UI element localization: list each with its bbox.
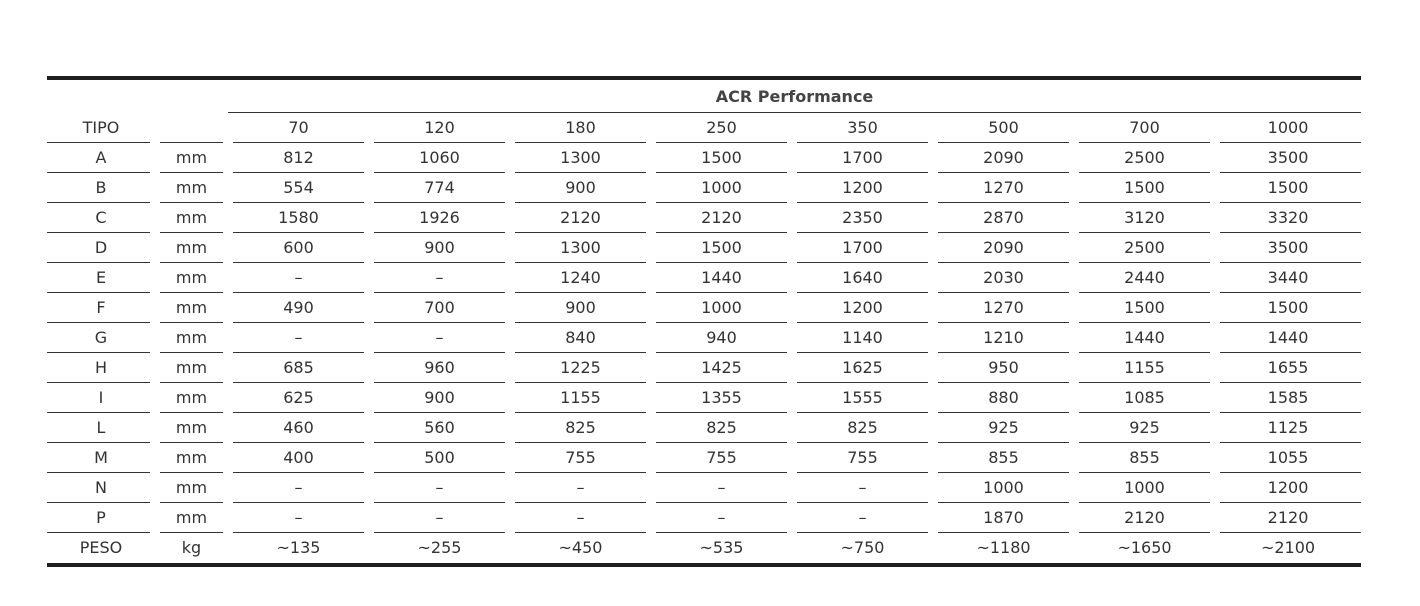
value-cell: 774 bbox=[369, 173, 510, 203]
row-unit: mm bbox=[155, 323, 228, 353]
table-row bbox=[47, 413, 1361, 443]
table-row bbox=[47, 443, 1361, 473]
value-cell: – bbox=[792, 503, 933, 533]
value-cell: 940 bbox=[651, 323, 792, 353]
table-row bbox=[47, 473, 1361, 503]
value-cell: 1500 bbox=[651, 143, 792, 173]
row-unit: mm bbox=[155, 503, 228, 533]
column-header: 250 bbox=[651, 113, 792, 143]
row-label: A bbox=[47, 143, 155, 173]
row-unit: mm bbox=[155, 383, 228, 413]
row-label: D bbox=[47, 233, 155, 263]
value-cell: 600 bbox=[228, 233, 369, 263]
value-cell: 1440 bbox=[1215, 323, 1361, 353]
value-cell: – bbox=[228, 323, 369, 353]
row-unit: mm bbox=[155, 443, 228, 473]
value-cell: ~135 bbox=[276, 538, 321, 557]
table-row bbox=[47, 383, 1361, 413]
row-unit: mm bbox=[155, 173, 228, 203]
row-label: H bbox=[47, 353, 155, 383]
value-cell: 755 bbox=[792, 443, 933, 473]
value-cell: 825 bbox=[651, 413, 792, 443]
row-unit: mm bbox=[155, 293, 228, 323]
value-cell: 1225 bbox=[510, 353, 651, 383]
table-row bbox=[47, 503, 1361, 533]
value-cell: 900 bbox=[510, 293, 651, 323]
value-cell: 3120 bbox=[1074, 203, 1215, 233]
value-cell: 1870 bbox=[933, 503, 1074, 533]
value-cell: 1655 bbox=[1215, 353, 1361, 383]
table-row bbox=[47, 353, 1361, 383]
row-label: L bbox=[47, 413, 155, 443]
row-label: E bbox=[47, 263, 155, 293]
value-cell: 1425 bbox=[651, 353, 792, 383]
row-unit: mm bbox=[155, 233, 228, 263]
row-label: B bbox=[47, 173, 155, 203]
value-cell: 880 bbox=[933, 383, 1074, 413]
value-cell: 755 bbox=[651, 443, 792, 473]
value-cell: 3500 bbox=[1215, 143, 1361, 173]
value-cell: 2030 bbox=[933, 263, 1074, 293]
header-row bbox=[47, 113, 1361, 143]
value-cell: 1440 bbox=[1074, 323, 1215, 353]
row-unit: mm bbox=[155, 473, 228, 503]
title-row bbox=[47, 80, 1361, 113]
value-cell: 812 bbox=[228, 143, 369, 173]
row-label: C bbox=[47, 203, 155, 233]
value-cell: 1300 bbox=[510, 233, 651, 263]
value-cell: – bbox=[510, 473, 651, 503]
value-cell: 2120 bbox=[1074, 503, 1215, 533]
table-row bbox=[47, 203, 1361, 233]
value-cell: 1140 bbox=[792, 323, 933, 353]
value-cell: 1155 bbox=[1074, 353, 1215, 383]
row-unit: mm bbox=[155, 353, 228, 383]
value-cell: 825 bbox=[792, 413, 933, 443]
row-unit bbox=[155, 113, 228, 143]
value-cell: 960 bbox=[369, 353, 510, 383]
row-unit: mm bbox=[155, 413, 228, 443]
value-cell: 700 bbox=[369, 293, 510, 323]
column-header: 1000 bbox=[1215, 113, 1361, 143]
title-spacer bbox=[47, 80, 155, 113]
value-cell: 950 bbox=[933, 353, 1074, 383]
value-cell: 1926 bbox=[369, 203, 510, 233]
table-row bbox=[47, 233, 1361, 263]
value-cell: 560 bbox=[369, 413, 510, 443]
value-cell: 1500 bbox=[1215, 293, 1361, 323]
row-label: I bbox=[47, 383, 155, 413]
value-cell: 900 bbox=[510, 173, 651, 203]
value-cell: 1700 bbox=[792, 143, 933, 173]
table-row bbox=[47, 173, 1361, 203]
value-cell: 685 bbox=[228, 353, 369, 383]
column-header: 700 bbox=[1074, 113, 1215, 143]
value-cell: 900 bbox=[369, 383, 510, 413]
value-cell: 1300 bbox=[510, 143, 651, 173]
value-cell: 2500 bbox=[1074, 233, 1215, 263]
column-header: 180 bbox=[510, 113, 651, 143]
column-header: 350 bbox=[792, 113, 933, 143]
value-cell: ~1180 bbox=[976, 538, 1031, 557]
value-cell: 625 bbox=[228, 383, 369, 413]
value-cell: – bbox=[369, 473, 510, 503]
value-cell: 855 bbox=[933, 443, 1074, 473]
value-cell: 1000 bbox=[651, 293, 792, 323]
value-cell: – bbox=[792, 473, 933, 503]
value-cell: 1700 bbox=[792, 233, 933, 263]
value-cell: 2090 bbox=[933, 233, 1074, 263]
value-cell: – bbox=[510, 503, 651, 533]
row-label: P bbox=[47, 503, 155, 533]
value-cell: ~450 bbox=[558, 538, 603, 557]
value-cell: 1500 bbox=[1074, 173, 1215, 203]
value-cell: 1210 bbox=[933, 323, 1074, 353]
value-cell: 1155 bbox=[510, 383, 651, 413]
value-cell: 1270 bbox=[933, 293, 1074, 323]
value-cell: 2870 bbox=[933, 203, 1074, 233]
row-label: M bbox=[47, 443, 155, 473]
value-cell: 1085 bbox=[1074, 383, 1215, 413]
value-cell: ~750 bbox=[840, 538, 885, 557]
value-cell: 825 bbox=[510, 413, 651, 443]
value-cell: – bbox=[651, 503, 792, 533]
column-header: 120 bbox=[369, 113, 510, 143]
value-cell: – bbox=[369, 503, 510, 533]
value-cell: 1555 bbox=[792, 383, 933, 413]
table-row bbox=[47, 323, 1361, 353]
value-cell: 2120 bbox=[510, 203, 651, 233]
value-cell: 2350 bbox=[792, 203, 933, 233]
value-cell: ~2100 bbox=[1260, 538, 1316, 557]
value-cell: 554 bbox=[228, 173, 369, 203]
value-cell: 925 bbox=[933, 413, 1074, 443]
value-cell: 2120 bbox=[651, 203, 792, 233]
column-header: 70 bbox=[228, 113, 369, 143]
value-cell: – bbox=[228, 263, 369, 293]
value-cell: 900 bbox=[369, 233, 510, 263]
value-cell: 1055 bbox=[1215, 443, 1361, 473]
column-header: 500 bbox=[933, 113, 1074, 143]
value-cell: – bbox=[228, 503, 369, 533]
value-cell: 490 bbox=[228, 293, 369, 323]
value-cell: 1200 bbox=[792, 173, 933, 203]
value-cell: 1125 bbox=[1215, 413, 1361, 443]
row-label: G bbox=[47, 323, 155, 353]
value-cell: 1500 bbox=[1074, 293, 1215, 323]
value-cell: 1625 bbox=[792, 353, 933, 383]
value-cell: 1500 bbox=[1215, 173, 1361, 203]
value-cell: – bbox=[369, 323, 510, 353]
value-cell: 755 bbox=[510, 443, 651, 473]
row-label: F bbox=[47, 293, 155, 323]
value-cell: 1200 bbox=[1215, 473, 1361, 503]
value-cell: 3440 bbox=[1215, 263, 1361, 293]
row-unit: mm bbox=[155, 203, 228, 233]
spec-table bbox=[47, 76, 1361, 567]
value-cell: 840 bbox=[510, 323, 651, 353]
value-cell: – bbox=[369, 263, 510, 293]
table-title: ACR Performance bbox=[228, 80, 1361, 113]
table-row bbox=[47, 263, 1361, 293]
value-cell: 1580 bbox=[228, 203, 369, 233]
value-cell: 1440 bbox=[651, 263, 792, 293]
value-cell: ~535 bbox=[699, 538, 744, 557]
row-unit: mm bbox=[155, 263, 228, 293]
value-cell: 400 bbox=[228, 443, 369, 473]
value-cell: 1060 bbox=[369, 143, 510, 173]
value-cell: 1640 bbox=[792, 263, 933, 293]
row-label: N bbox=[47, 473, 155, 503]
value-cell: 2090 bbox=[933, 143, 1074, 173]
value-cell: 1200 bbox=[792, 293, 933, 323]
value-cell: 3500 bbox=[1215, 233, 1361, 263]
value-cell: 2440 bbox=[1074, 263, 1215, 293]
table-row bbox=[47, 143, 1361, 173]
value-cell: 1000 bbox=[651, 173, 792, 203]
value-cell: ~1650 bbox=[1117, 538, 1172, 557]
value-cell: 3320 bbox=[1215, 203, 1361, 233]
value-cell: – bbox=[651, 473, 792, 503]
value-cell: – bbox=[228, 473, 369, 503]
value-cell: 1270 bbox=[933, 173, 1074, 203]
row-label: TIPO bbox=[47, 113, 155, 143]
table-row bbox=[47, 293, 1361, 323]
value-cell: 925 bbox=[1074, 413, 1215, 443]
value-cell: 460 bbox=[228, 413, 369, 443]
value-cell: 1000 bbox=[933, 473, 1074, 503]
value-cell: 1500 bbox=[651, 233, 792, 263]
row-label: PESO bbox=[79, 538, 123, 557]
value-cell: 1240 bbox=[510, 263, 651, 293]
value-cell: 855 bbox=[1074, 443, 1215, 473]
row-unit: mm bbox=[155, 143, 228, 173]
value-cell: 2120 bbox=[1215, 503, 1361, 533]
row-unit: kg bbox=[181, 538, 202, 557]
value-cell: 1000 bbox=[1074, 473, 1215, 503]
value-cell: 1585 bbox=[1215, 383, 1361, 413]
table-row bbox=[47, 533, 1361, 563]
value-cell: ~255 bbox=[417, 538, 462, 557]
title-spacer bbox=[155, 80, 228, 113]
value-cell: 500 bbox=[369, 443, 510, 473]
value-cell: 1355 bbox=[651, 383, 792, 413]
value-cell: 2500 bbox=[1074, 143, 1215, 173]
